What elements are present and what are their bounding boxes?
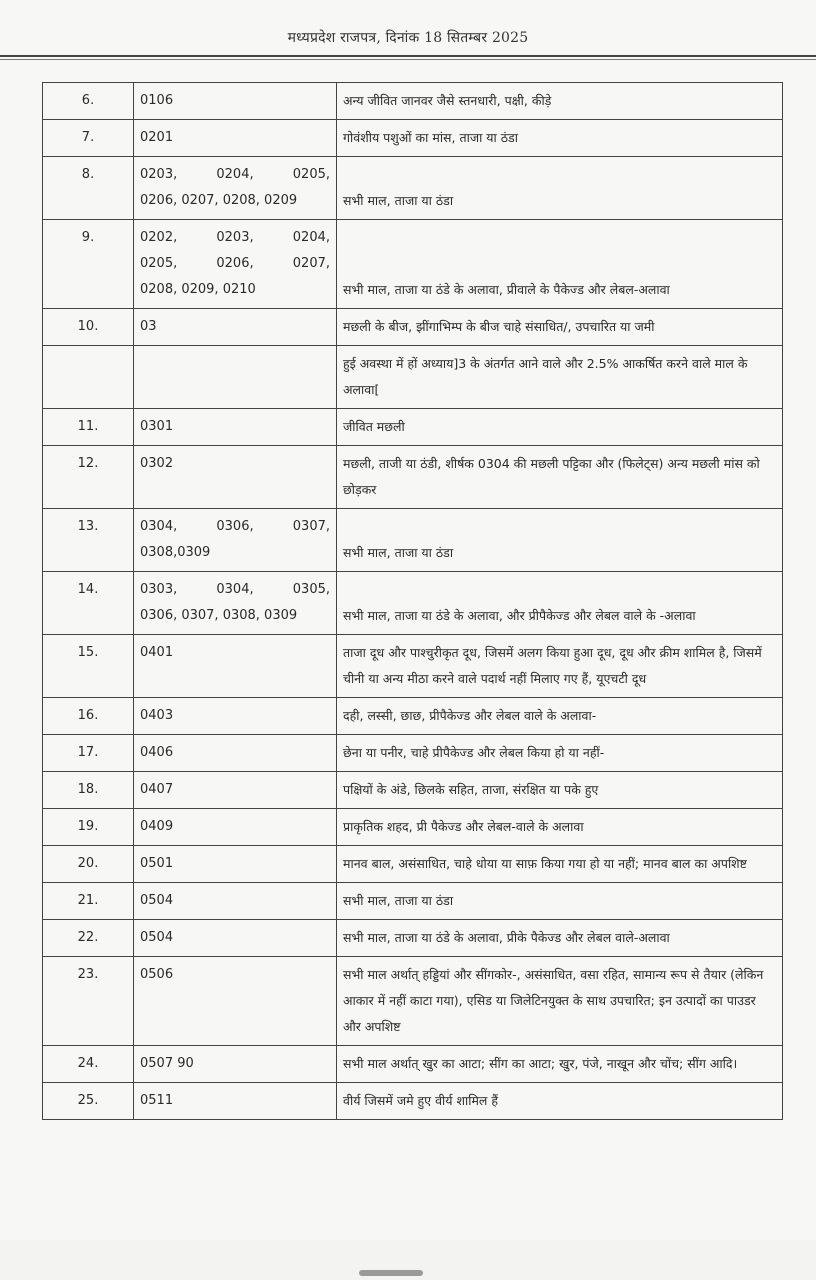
hsn-code-line: 0208, 0209, 0210: [140, 282, 256, 297]
hsn-code-line: 0306, 0307, 0308, 0309: [140, 608, 298, 623]
hsn-code-cell: [134, 220, 337, 309]
description-cell: मछली के बीज, झींगाभिम्प के बीज चाहे संसाधित/, उपचारित या जमी: [337, 309, 783, 346]
hsn-code-line: 0409: [140, 819, 174, 834]
description-cell: अन्य जीवित जानवर जैसे स्तनधारी, पक्षी, कीड़े: [337, 83, 783, 120]
description-cell: मानव बाल, असंसाधित, चाहे धोया या साफ़ किया गया हो या नहीं; मानव बाल का अपशिष्ट: [337, 846, 783, 883]
hsn-code-line: 0302: [140, 456, 174, 471]
serial-number-cell: [43, 346, 134, 409]
serial-number-cell: 21.: [43, 883, 134, 920]
hsn-code-line: 0504: [140, 893, 174, 908]
hsn-code-line: 0406: [140, 745, 174, 760]
table-row: [43, 735, 783, 772]
table-row: [43, 409, 783, 446]
table-row: [43, 509, 783, 572]
hsn-code-cell: [134, 1083, 337, 1120]
description-cell: वीर्य जिसमें जमे हुए वीर्य शामिल हैं: [337, 1083, 783, 1120]
serial-number-cell: 9.: [43, 220, 134, 309]
serial-number-cell: 25.: [43, 1083, 134, 1120]
hsn-code-line: 0106: [140, 93, 174, 108]
hsn-code-line: 0205, 0206, 0207,: [140, 256, 330, 271]
table-row: [43, 157, 783, 220]
serial-number-cell: 18.: [43, 772, 134, 809]
hsn-code-line: 0511: [140, 1093, 174, 1108]
table-row: [43, 346, 783, 409]
serial-number-cell: 12.: [43, 446, 134, 509]
hsn-code-cell: [134, 120, 337, 157]
hsn-code-cell: [134, 846, 337, 883]
table-body: [43, 83, 783, 1120]
hsn-code-cell: [134, 309, 337, 346]
description-cell: पक्षियों के अंडे, छिलके सहित, ताजा, संरक्षित या पके हुए: [337, 772, 783, 809]
hsn-code-cell: [134, 883, 337, 920]
hsn-code-cell: [134, 446, 337, 509]
table-row: [43, 446, 783, 509]
serial-number-cell: 7.: [43, 120, 134, 157]
hsn-code-cell: [134, 920, 337, 957]
hsn-code-cell: [134, 735, 337, 772]
table-row: [43, 635, 783, 698]
description-cell: सभी माल, ताजा या ठंडे के अलावा, प्रीवाले के पैकेज्ड और लेबल-अलावा: [337, 220, 783, 309]
hsn-code-line: 0303, 0304, 0305,: [140, 582, 330, 597]
table-row: [43, 572, 783, 635]
description-cell: सभी माल, ताजा या ठंडे के अलावा, प्रीके पैकेज्ड और लेबल वाले-अलावा: [337, 920, 783, 957]
description-cell: ताजा दूध और पाश्चुरीकृत दूध, जिसमें अलग किया हुआ दूध, दूध और क्रीम शामिल है, जिसमें चीनी या अन्य मीठा करने वाले पदार्थ नहीं मिलाए गए हैं, यूएचटी दूध: [337, 635, 783, 698]
serial-number-cell: 11.: [43, 409, 134, 446]
table-row: [43, 83, 783, 120]
hsn-code-line: 0304, 0306, 0307,: [140, 519, 330, 534]
hsn-code-line: 0203, 0204, 0205,: [140, 167, 330, 182]
serial-number-cell: 8.: [43, 157, 134, 220]
serial-number-cell: 13.: [43, 509, 134, 572]
hsn-code-cell: [134, 509, 337, 572]
serial-number-cell: 23.: [43, 957, 134, 1046]
serial-number-cell: 19.: [43, 809, 134, 846]
table-row: [43, 120, 783, 157]
hsn-code-line: 03: [140, 319, 157, 334]
description-cell: दही, लस्सी, छाछ, प्रीपैकेज्ड और लेबल वाले के अलावा-: [337, 698, 783, 735]
table-row: [43, 957, 783, 1046]
hsn-code-cell: [134, 809, 337, 846]
hsn-code-line: 0202, 0203, 0204,: [140, 230, 330, 245]
table-row: [43, 698, 783, 735]
serial-number-cell: 10.: [43, 309, 134, 346]
hsn-code-line: 0201: [140, 130, 174, 145]
hsn-code-line: 0507 90: [140, 1056, 194, 1071]
description-cell: हुई अवस्था में हों अध्याय]3 के अंतर्गत आने वाले और 2.5% आकर्षित करने वाले माल के अलावा[: [337, 346, 783, 409]
serial-number-cell: 6.: [43, 83, 134, 120]
serial-number-cell: 14.: [43, 572, 134, 635]
hsn-code-line: 0301: [140, 419, 174, 434]
hsn-code-cell: [134, 346, 337, 409]
table-row: [43, 883, 783, 920]
hsn-code-line: 0401: [140, 645, 174, 660]
table-row: [43, 920, 783, 957]
serial-number-cell: 17.: [43, 735, 134, 772]
table-row: [43, 846, 783, 883]
description-cell: गोवंशीय पशुओं का मांस, ताजा या ठंडा: [337, 120, 783, 157]
serial-number-cell: 20.: [43, 846, 134, 883]
hsn-code-line: 0308,0309: [140, 545, 211, 560]
description-cell: सभी माल, ताजा या ठंडे के अलावा, और प्रीपैकेज्ड और लेबल वाले के -अलावा: [337, 572, 783, 635]
description-cell: मछली, ताजी या ठंडी, शीर्षक 0304 की मछली पट्टिका और (फिलेट्स) अन्य मछली मांस को छोड़कर: [337, 446, 783, 509]
hsn-code-cell: [134, 635, 337, 698]
hsn-code-cell: [134, 572, 337, 635]
hsn-code-cell: [134, 772, 337, 809]
hsn-code-cell: [134, 83, 337, 120]
hsn-code-cell: [134, 409, 337, 446]
serial-number-cell: 22.: [43, 920, 134, 957]
hsn-code-line: 0407: [140, 782, 174, 797]
table-row: [43, 809, 783, 846]
description-cell: छेना या पनीर, चाहे प्रीपैकेज्ड और लेबल किया हो या नहीं-: [337, 735, 783, 772]
description-cell: सभी माल अर्थात् हड्डियां और सींगकोर-, असंसाधित, वसा रहित, सामान्य रूप से तैयार (लेकिन आकार में नहीं काटा गया), एसिड या जिलेटिनयुक्त के साथ उपचारित; इन उत्पादों का पाउडर और अपशिष्ट: [337, 957, 783, 1046]
hsn-code-line: 0206, 0207, 0208, 0209: [140, 193, 298, 208]
serial-number-cell: 16.: [43, 698, 134, 735]
hsn-code-line: 0504: [140, 930, 174, 945]
page-header: मध्यप्रदेश राजपत्र, दिनांक 18 सितम्बर 2025: [287, 30, 529, 46]
hsn-code-line: 0501: [140, 856, 174, 871]
table-row: [43, 1046, 783, 1083]
description-cell: सभी माल, ताजा या ठंडा: [337, 883, 783, 920]
table-row: [43, 220, 783, 309]
table-row: [43, 309, 783, 346]
serial-number-cell: 24.: [43, 1046, 134, 1083]
hsn-code-line: 0403: [140, 708, 174, 723]
hsn-code-line: 0506: [140, 967, 174, 982]
hsn-code-cell: [134, 957, 337, 1046]
hsn-code-cell: [134, 698, 337, 735]
description-cell: जीवित मछली: [337, 409, 783, 446]
serial-number-cell: 15.: [43, 635, 134, 698]
description-cell: प्राकृतिक शहद, प्री पैकेज्ड और लेबल-वाले के अलावा: [337, 809, 783, 846]
header-rule: [0, 55, 816, 60]
table-row: [43, 1083, 783, 1120]
tariff-table: [42, 82, 783, 1120]
description-cell: सभी माल, ताजा या ठंडा: [337, 509, 783, 572]
description-cell: सभी माल, ताजा या ठंडा: [337, 157, 783, 220]
hsn-code-cell: [134, 157, 337, 220]
home-indicator[interactable]: [359, 1270, 423, 1276]
description-cell: सभी माल अर्थात् खुर का आटा; सींग का आटा; खुर, पंजे, नाखून और चोंच; सींग आदि।: [337, 1046, 783, 1083]
table-row: [43, 772, 783, 809]
hsn-code-cell: [134, 1046, 337, 1083]
